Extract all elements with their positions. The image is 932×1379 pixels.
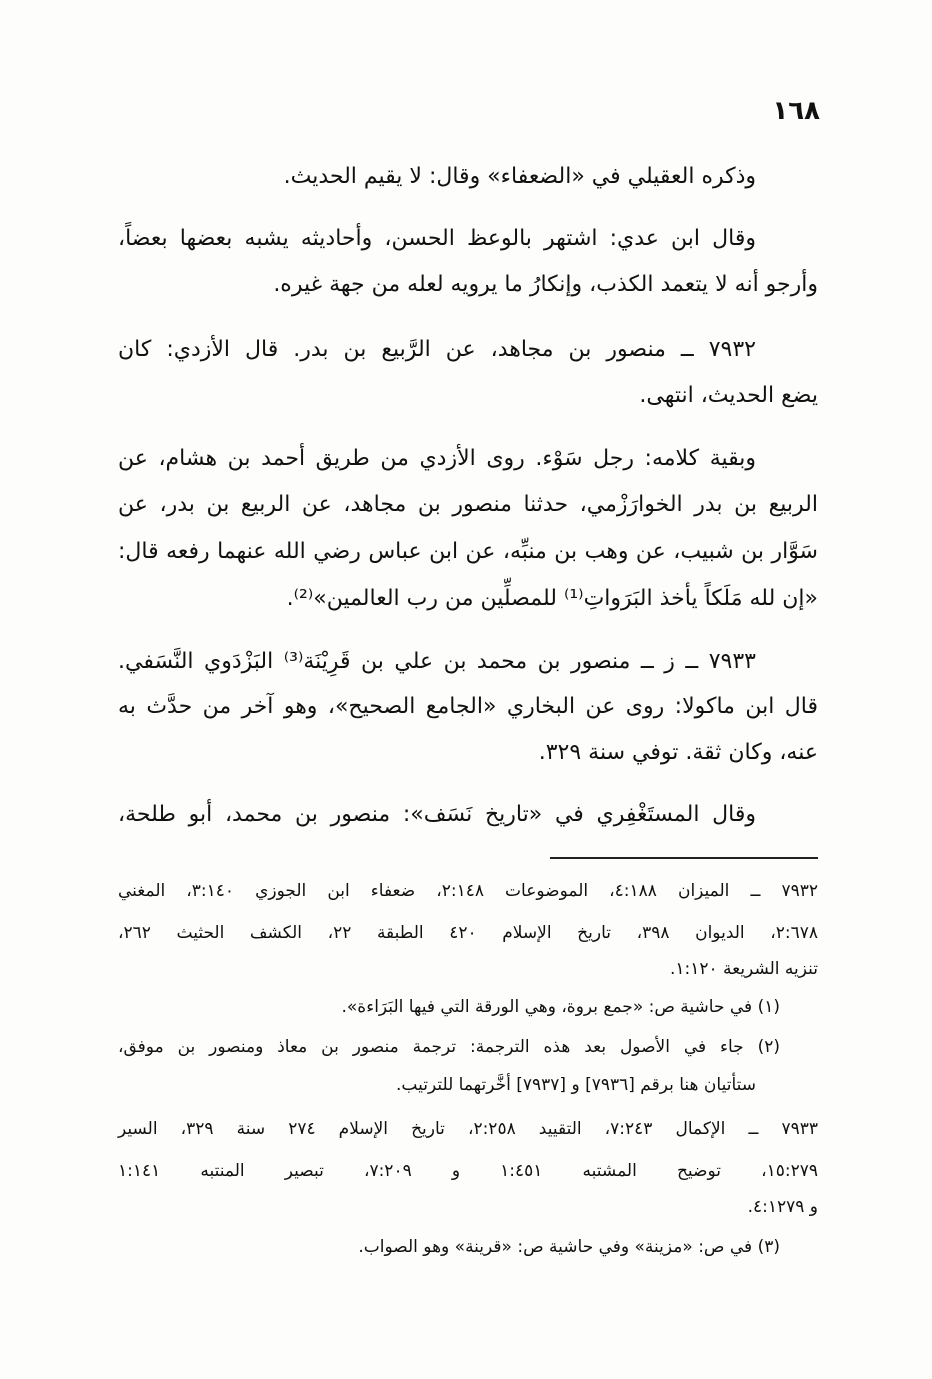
main-line: وذكره العقيلي في «الضعفاء» وقال: لا يقيم الحديث. bbox=[283, 164, 756, 189]
footnote-line: ١٥:٢٧٩، توضيح المشتبه ١:٤٥١ و ٧:٢٠٩، تبصير المنتبه ١:١٤١ bbox=[118, 1161, 818, 1181]
footnote-line: (١) في حاشية ص: «جمع بروة، وهي الورقة التي فيها البَرَاءة». bbox=[341, 997, 780, 1017]
footnote-line: ٧٩٣٣ ــ الإكمال ٧:٢٤٣، التقييد ٢:٢٥٨، تاريخ الإسلام ٢٧٤ سنة ٣٢٩، السير bbox=[118, 1119, 819, 1139]
footnote-line: ٧٩٣٢ ــ الميزان ٤:١٨٨، الموضوعات ٢:١٤٨، ضعفاء ابن الجوزي ٣:١٤٠، المغني bbox=[118, 881, 818, 901]
main-line: ٧٩٣٣ ــ ز ــ منصور بن محمد بن علي بن قَرِيْنَة⁽³⁾ البَزْدَوي النَّسَفي. bbox=[118, 649, 756, 674]
footnote-line: ستأتيان هنا برقم [٧٩٣٦] و [٧٩٣٧] أخَّرتهما للترتيب. bbox=[395, 1075, 756, 1095]
main-line: الربيع بن بدر الخوارَزْمي، حدثنا منصور بن مجاهد، عن الربيع بن بدر، عن bbox=[118, 492, 818, 517]
main-line: وبقية كلامه: رجل سَوْء. روى الأزدي من طريق أحمد بن هشام، عن bbox=[118, 446, 756, 471]
main-line: ٧٩٣٢ ــ منصور بن مجاهد، عن الرَّبيع بن بدر. قال الأزدي: كان bbox=[118, 337, 756, 362]
main-line: وقال المستَغْفِري في «تاريخ نَسَف»: منصور بن محمد، أبو طلحة، bbox=[118, 802, 756, 827]
footnote-line: (٢) جاء في الأصول بعد هذه الترجمة: ترجمة منصور بن معاذ ومنصور بن موفق، bbox=[118, 1037, 780, 1057]
main-line: عنه، وكان ثقة. توفي سنة ٣٢٩. bbox=[538, 740, 818, 765]
main-line: قال ابن ماكولا: روى عن البخاري «الجامع الصحيح»، وهو آخر من حدَّث به bbox=[118, 694, 818, 719]
footnote-line: و ٤:١٢٧٩. bbox=[747, 1197, 818, 1217]
footnote-line: ٢:٦٧٨، الديوان ٣٩٨، تاريخ الإسلام ٤٢٠ الطبقة ٢٢، الكشف الحثيث ٢٦٢، bbox=[118, 923, 818, 943]
main-line: وقال ابن عدي: اشتهر بالوعظ الحسن، وأحاديثه يشبه بعضها بعضاً، bbox=[118, 226, 756, 251]
footnote-line: تنزيه الشريعة ١:١٢٠. bbox=[669, 959, 818, 979]
main-line: «إن لله مَلَكاً يأخذ البَرَواتِ⁽¹⁾ للمصلِّين من رب العالمين»⁽²⁾. bbox=[286, 586, 818, 611]
page-number: ١٦٨ bbox=[772, 96, 820, 126]
main-line: وأرجو أنه لا يتعمد الكذب، وإنكارُ ما يرويه لعله من جهة غيره. bbox=[273, 272, 818, 297]
main-line: يضع الحديث، انتهى. bbox=[639, 383, 818, 408]
main-line: سَوَّار بن شبيب، عن وهب بن منبِّه، عن ابن عباس رضي الله عنهما رفعه قال: bbox=[118, 539, 818, 564]
footnote-divider bbox=[550, 857, 818, 859]
footnote-line: (٣) في ص: «مزينة» وفي حاشية ص: «قرينة» وهو الصواب. bbox=[358, 1237, 780, 1257]
